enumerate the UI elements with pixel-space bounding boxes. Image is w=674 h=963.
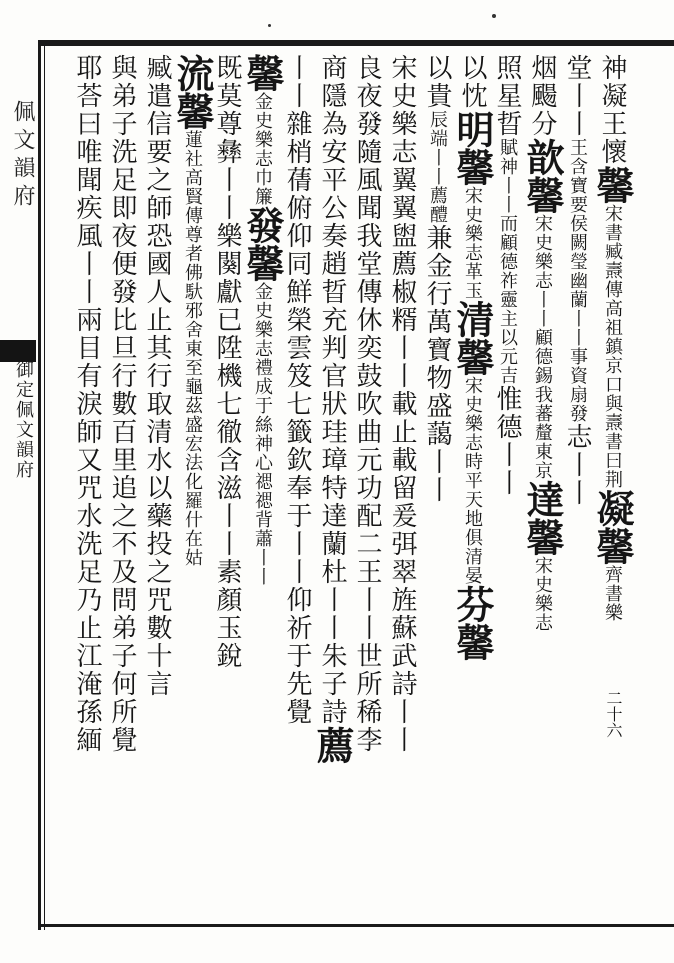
body-text: 既莫尊彝丨丨 — [212, 54, 242, 222]
headword: 明馨 — [450, 110, 495, 186]
headword: 流馨 — [170, 54, 215, 130]
headword: 達馨 — [520, 480, 565, 556]
body-text: 兼金行萬寶物盛藹丨丨 — [422, 224, 452, 504]
annotation: 辰端丨丨薦醴 — [427, 110, 448, 224]
body-text: 神凝王 — [597, 54, 627, 138]
body-text: 堂丨丨 — [562, 54, 592, 138]
left-border-inner — [44, 40, 45, 930]
body-text: 樂闋獻已陞機七徹含滋丨丨素顏玉銳 — [212, 222, 242, 670]
headword: 薦 — [310, 726, 355, 764]
body-text: 宋史樂志翼翼盥薦椒糈丨丨載止載留爰弭翠旌蘇武詩丨丨 — [387, 54, 417, 754]
leaf-number: 二十六 — [604, 690, 623, 738]
body-text: 以忱 — [457, 54, 487, 110]
fold-edge-text: 佩文韻府 — [10, 100, 35, 212]
body-text: 志丨丨 — [562, 423, 592, 507]
annotation: 金史樂志禮成于絲神心禗禗背蕭丨丨 — [252, 282, 273, 586]
fold-edge-black-bar — [0, 340, 36, 362]
annotation: 宋史樂志丨丨顧德錫我蕃釐東京 — [532, 214, 553, 480]
body-text: 懷 — [597, 138, 627, 166]
body-text: 惟德丨丨 — [492, 385, 522, 497]
body-text: 烟颺分 — [527, 54, 557, 138]
headword: 清馨 — [450, 300, 495, 376]
annotation: 宋書臧燾傳高祖鎮京口與燾書曰荆 — [602, 204, 623, 489]
ink-speck — [268, 24, 271, 27]
headword: 凝馨 — [590, 489, 635, 565]
book-title: 御定佩文韻府 — [13, 360, 34, 480]
page-fold-edge — [0, 40, 38, 930]
body-text: 與弟子洗足即夜便發比旦行數百里追之不及問弟子何所覺 — [107, 54, 137, 754]
annotation: 宋史樂志 — [532, 556, 553, 632]
annotation: 齊書樂 — [602, 565, 623, 622]
body-text: 以貴 — [422, 54, 452, 110]
body-text: 丨丨雜梢蒨俯仰同鮮榮雲笈七籤欽奉于丨丨仰祈于先覺 — [282, 54, 312, 726]
body-text: 耶荅曰唯聞疾風丨丨兩目有淚師又咒水洗足乃止江淹孫緬 — [72, 54, 102, 754]
annotation: 賦神丨丨而顧德祚靈主以元吉 — [497, 138, 518, 385]
headword: 歆馨 — [520, 138, 565, 214]
annotation: 王含寶要侯闕瑩幽蘭丨丨事資扇發 — [567, 138, 588, 423]
body-text: 良夜發隨風聞我堂傳休奕鼓吹曲元功配二王丨丨世所稀李 — [352, 54, 382, 754]
headword: 馨 — [590, 166, 635, 204]
body-text: 商隱為安平公奏趙晢充判官狀珪璋特達蘭杜丨丨朱子詩 — [317, 54, 347, 726]
annotation: 宋史樂志時平天地俱清晏 — [462, 376, 483, 585]
text-column-16 — [61, 54, 113, 914]
headword: 馨 — [240, 54, 285, 92]
left-border — [38, 40, 41, 930]
ink-speck — [492, 14, 496, 18]
annotation: 蓮社高賢傳尊者佛馱邪舍東至龜茲盛宏法化羅什在姑 — [182, 130, 203, 567]
top-border — [38, 40, 674, 46]
annotation: 金史樂志巾簾 — [252, 92, 273, 206]
annotation: 宋史樂志革玉 — [462, 186, 483, 300]
body-text: 臧遣信要之師恐國人止其行取清水以藥投之咒數十言 — [142, 54, 172, 698]
body-text: 照星晢 — [492, 54, 522, 138]
headword: 芬馨 — [450, 585, 495, 661]
headword: 發馨 — [240, 206, 285, 282]
bottom-border — [38, 924, 674, 927]
